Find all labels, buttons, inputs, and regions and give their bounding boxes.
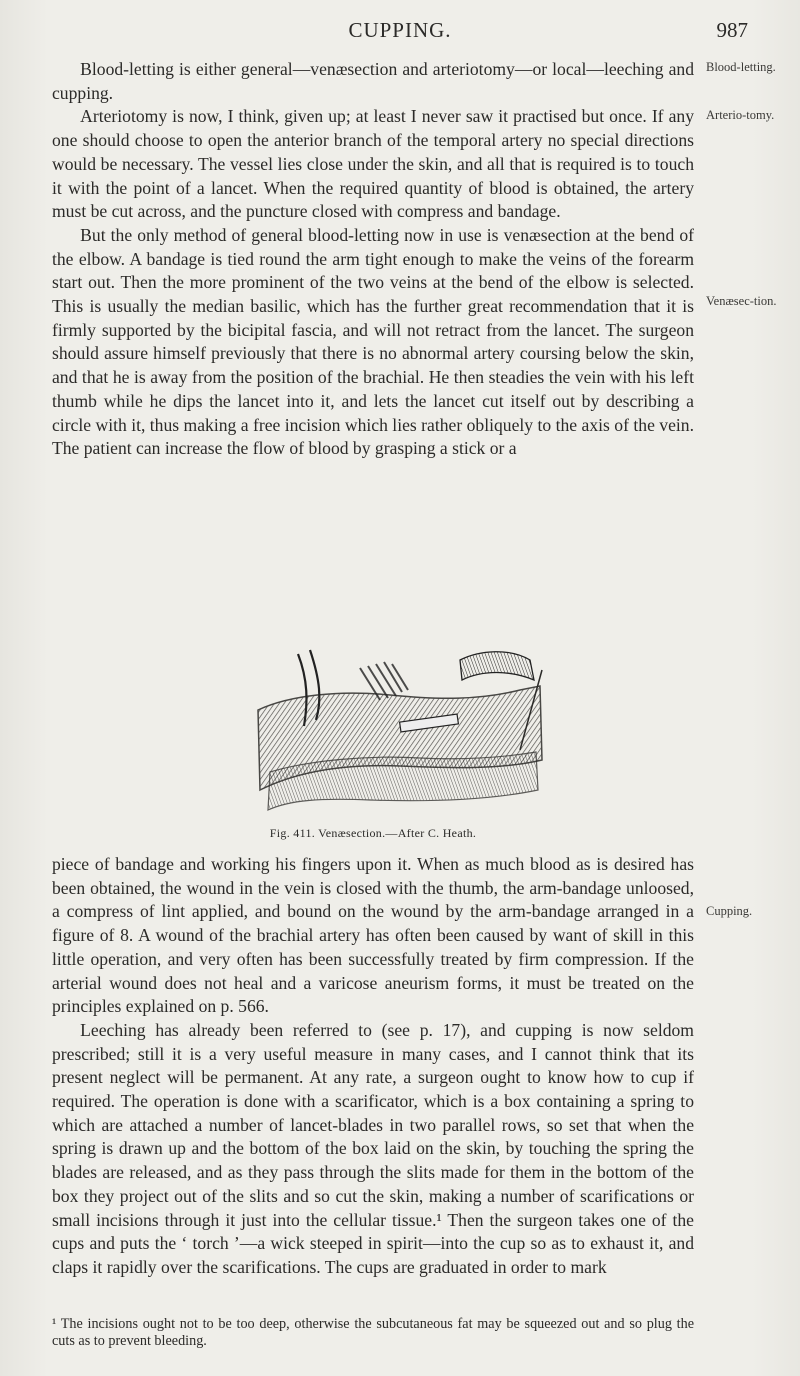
footnote: ¹ The incisions ought not to be too deep, otherwise the subcutaneous fat may be squeezed out and so plug the cuts as to prevent bleeding. [52,1316,694,1349]
upper-text-block [52,58,694,461]
page-header [0,18,800,48]
paragraph-cupping: Leeching has already been referred to (see p. 17), and cupping is now seldom prescribed; still it is a very useful measure in many cases, and I cannot think that its present neglect will be permanent. At any rate, a surgeon ought to know how to cup if required. The operation is done with a scarificator, which is a box containing a spring to which are attached a number of lancet-blades in two parallel rows, so set that when the spring is drawn up and the bottom of the box laid on the skin, by touching the spring the blades are released, and as they pass through the slits made for them in the bottom of the box they project out of the slits and so cut the skin, making a number of scarifications or small incisions through it just into the cellular tissue.¹ Then the surgeon takes one of the cups and puts the ‘ torch ’—a wick steeped in spirit—into the cup so as to exhaust it, and claps it rapidly over the scarifications. The cups are graduated in order to mark [52,1019,694,1277]
arm-engraving [250,640,552,818]
venaesection-illustration [250,640,552,818]
margin-note-blood-letting: Blood-letting. [706,60,776,74]
paragraph-arteriotomy: Arteriotomy is now, I think, given up; at least I never saw it practised but once. If any one should choose to open the anterior branch of the temporal artery no special directions would be necessary. The vessel lies close under the skin, and all that is required is to touch it with the point of a lancet. When the required quantity of blood is obtained, the artery must be cut across, and the puncture closed with compress and bandage. [52,106,694,222]
running-title: CUPPING. [348,18,452,42]
paragraph-continuation: piece of bandage and working his fingers upon it. When as much blood as is desired has been obtained, the wound in the vein is closed with the thumb, the arm-bandage unloosed, a compress of lint applied, and bound on the wound by the arm-bandage arranged in a figure of 8. A wound of the brachial artery has often been caused by want of skill in this little operation, and very often has been successfully treated by firm compression. If the arterial wound does not heal and a varicose aneurism forms, it must be treated on the principles explained on p. 566. [52,854,694,1017]
paragraph-venaesection: But the only method of general blood-letting now in use is venæsection at the bend of the elbow. A bandage is tied round the arm tight enough to make the veins of the forearm start out. Then the more prominent of the two veins at the bend of the elbow is selected. This is usually the median basilic, which has the further great recommendation that it is firmly supported by the bicipital fascia, and will not retract from the lancet. The surgeon should assure himself previously that there is no abnormal artery coursing below the skin, and that he is away from the position of the brachial. He then steadies the vein with his left thumb while he dips the lancet into it, and lets the lancet cut itself out by describing a circle with it, thus making a free incision which lies rather obliquely to the axis of the vein. The patient can increase the flow of blood by grasping a stick or a [52,224,694,459]
lower-text-block [52,853,694,1280]
margin-note-cupping: Cupping. [706,904,753,918]
figure-caption: Fig. 411. Venæsection.—After C. Heath. [269,826,477,840]
page-number: 987 [716,18,748,42]
paragraph-blood-letting: Blood-letting is either general—venæsection and arteriotomy—or local—leeching and cupping. [52,59,694,103]
margin-note-venaesection: Venæsec-tion. [706,294,777,308]
margin-note-arteriotomy: Arterio-tomy. [706,108,775,122]
